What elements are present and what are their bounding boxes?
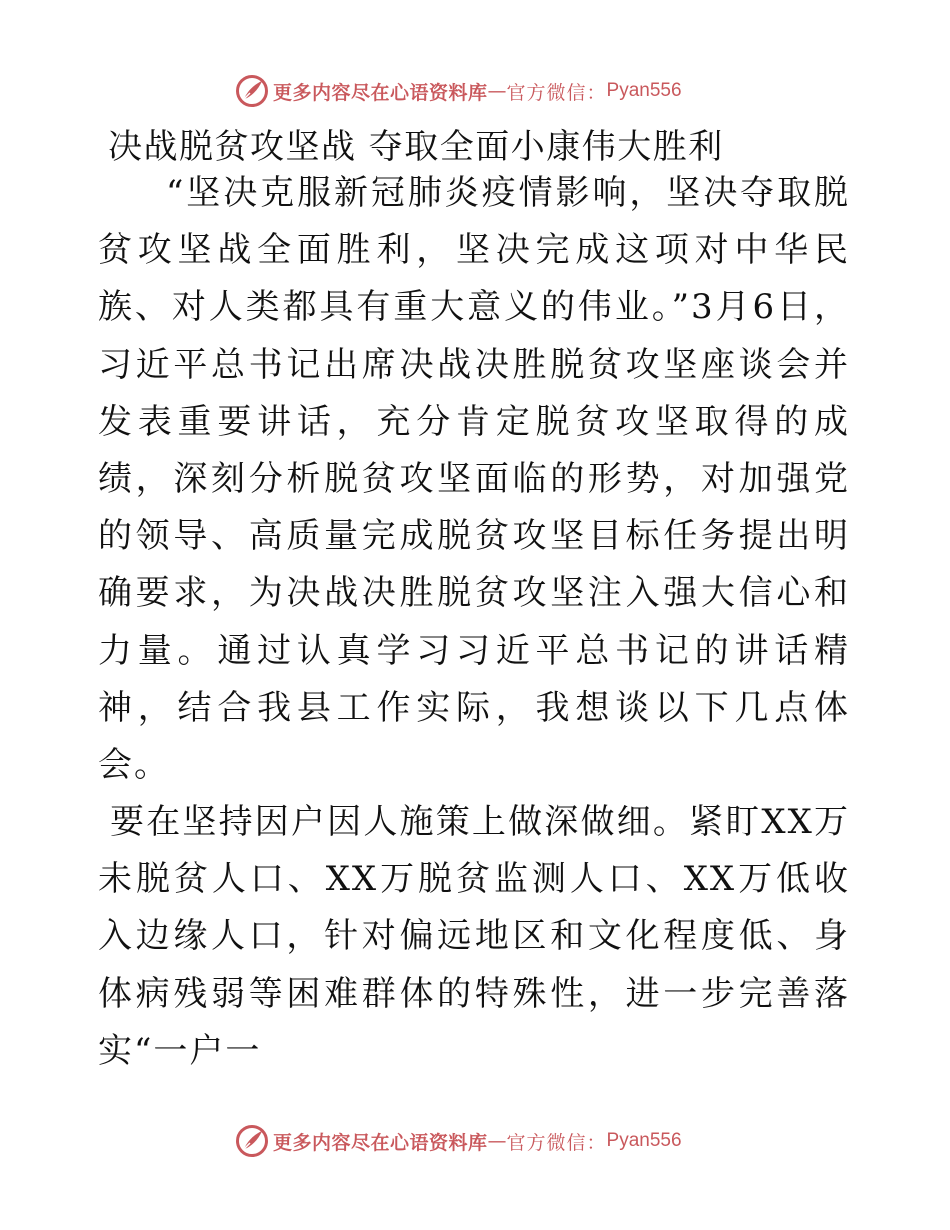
- quill-logo-icon: [235, 74, 269, 108]
- watermark-wechat-label: 官方微信：: [506, 1131, 607, 1154]
- footer-watermark: [235, 1123, 682, 1159]
- watermark-wechat-id: Pyan556: [606, 80, 682, 101]
- document-title: 决战脱贫攻坚战 夺取全面小康伟大胜利: [108, 127, 724, 167]
- paragraph-2: 要在坚持因户因人施策上做深做细。紧盯XX万未脱贫人口、XX万脱贫监测人口、XX万低收入边缘人口，针对偏远地区和文化程度低、身体病残弱等困难群体的特殊性，进一步完善落实“一户一: [98, 802, 850, 1071]
- watermark-main-text: 更多内容尽在心语资料库: [273, 81, 488, 104]
- paragraph-1: “坚决克服新冠肺炎疫情影响，坚决夺取脱贫攻坚战全面胜利，坚决完成这项对中华民族、对人类都具有重大意义的伟业。”3月6日，习近平总书记出席决战决胜脱贫攻坚座谈会并发表重要讲话，充分肯定脱贫攻坚取得的成绩，深刻分析脱贫攻坚面临的形势，对加强党的领导、高质量完成脱贫攻坚目标任务提出明确要求，为决战决胜脱贫攻坚注入强大信心和力量。通过认真学习习近平总书记的讲话精神，结合我县工作实际，我想谈以下几点体会。: [98, 173, 850, 786]
- watermark-wechat-id: Pyan556: [606, 1130, 682, 1151]
- watermark-dash: —: [487, 1130, 507, 1152]
- watermark-dash: —: [487, 80, 507, 102]
- quill-logo-icon: [235, 1124, 269, 1158]
- header-watermark: [235, 73, 682, 109]
- watermark-main-text: 更多内容尽在心语资料库: [273, 1131, 488, 1154]
- watermark-wechat-label: 官方微信：: [506, 81, 607, 104]
